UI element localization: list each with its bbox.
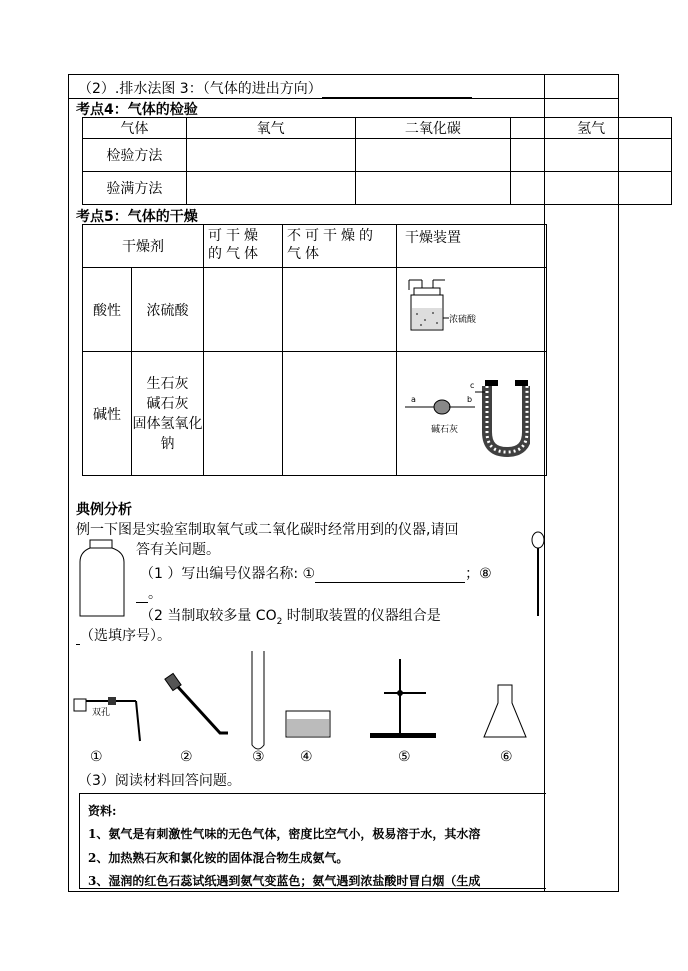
q1: （1 ）写出编号仪器名称: ① ；⑧ <box>140 566 492 582</box>
num-5: ⑤ <box>398 749 411 765</box>
cell-answer[interactable] <box>186 139 355 172</box>
header-gas: 气体 <box>83 118 187 139</box>
frame-bottom <box>68 891 619 892</box>
cell-answer[interactable] <box>511 139 672 172</box>
agent-line: 碱石灰 <box>146 395 189 412</box>
device-wash-bottle <box>397 268 547 352</box>
num-4: ④ <box>300 749 313 765</box>
apparatus-row <box>70 645 544 765</box>
test-tube-icon <box>252 651 264 749</box>
agent-line: 生石灰 <box>146 375 189 392</box>
cell-answer[interactable] <box>355 172 511 205</box>
cell-answer[interactable] <box>204 268 283 352</box>
cell-answer[interactable] <box>283 268 397 352</box>
example-title: 典例分析 <box>76 502 132 518</box>
q2-line2: （选填序号）。 <box>76 625 171 645</box>
u-tube-icon <box>397 352 530 476</box>
letter-a: a <box>411 395 416 404</box>
letter-c: c <box>470 381 475 390</box>
agent-acid: 浓硫酸 <box>132 268 204 352</box>
q2: （2 当制取较多量 $CO_2$ 时制取装置的仪器组合是 <box>140 608 441 627</box>
header-co2: 二氧化碳 <box>355 118 511 139</box>
iron-stand-icon <box>370 659 436 738</box>
cell-answer[interactable] <box>186 172 355 205</box>
num-3: ③ <box>252 749 265 765</box>
q1-end: 。 <box>136 583 162 603</box>
agent-line: 固体氢氧化 <box>132 415 203 432</box>
header-oxygen: 氧气 <box>186 118 355 139</box>
kaodian4-title: 考点4：气体的检验 <box>76 102 198 118</box>
letter-b: b <box>467 395 473 404</box>
kaodian5-title: 考点5：气体的干燥 <box>76 209 198 225</box>
gas-test-table <box>82 117 672 205</box>
example-intro: 例一下图是实验室制取氧气或二氧化碳时经常用到的仪器,请回 <box>76 522 459 538</box>
header-hydrogen: 氢气 <box>511 118 672 139</box>
example-intro-2: 答有关问题。 <box>136 542 220 558</box>
num-6: ⑥ <box>500 749 513 765</box>
device-drying-tube <box>397 352 547 476</box>
header-device: 干燥装置 <box>397 225 547 268</box>
header-not-dryable: 不可干燥的气体 <box>283 225 397 268</box>
drying-table <box>82 224 547 476</box>
u-tube-label: 碱石灰 <box>431 425 459 435</box>
answer-blank[interactable] <box>322 83 472 98</box>
agent-base <box>132 352 204 476</box>
frame-top <box>68 74 619 75</box>
material-line: 2、加热熟石灰和氯化铵的固体混合物生成氨气。 <box>88 851 349 865</box>
bent-tube-icon <box>165 673 228 733</box>
wash-bottle-icon <box>397 268 530 352</box>
cell-answer[interactable] <box>511 172 672 205</box>
num-1: ① <box>90 749 103 765</box>
frame-left <box>68 74 69 892</box>
material-line: 1、氨气是有刺激性气味的无色气体，密度比空气小，极易溶于水，其水溶 <box>88 827 481 841</box>
blank-8[interactable] <box>136 588 148 603</box>
agent-line: 钠 <box>160 435 175 452</box>
type-base: 碱性 <box>83 352 132 476</box>
material-box <box>79 793 546 889</box>
num-2: ② <box>180 749 193 765</box>
material-line: 3、湿润的红色石蕊试纸遇到氨气变蓝色；氨气遇到浓盐酸时冒白烟（生成 <box>88 874 481 888</box>
cell-answer[interactable] <box>355 139 511 172</box>
material-title: 资料: <box>88 804 117 818</box>
water-trough-icon <box>286 711 330 737</box>
paishui-line: （2）.排水法图 3：（气体的进出方向） <box>78 78 472 98</box>
bottle-icon <box>76 538 128 620</box>
blank-1[interactable] <box>315 568 465 583</box>
stopper-tube-icon <box>74 697 140 741</box>
wash-bottle-label: 浓硫酸 <box>449 315 477 325</box>
cell-answer[interactable] <box>204 352 283 476</box>
conical-flask-icon <box>484 685 526 737</box>
type-acid: 酸性 <box>83 268 132 352</box>
q3: （3）阅读材料回答问题。 <box>78 773 241 789</box>
header-dryable: 可干燥的气体 <box>204 225 283 268</box>
cell-answer[interactable] <box>283 352 397 476</box>
dropper-icon <box>528 528 550 618</box>
tube-label: 双孔 <box>92 708 111 718</box>
row-label-full: 验满方法 <box>83 172 187 205</box>
row-label-test: 检验方法 <box>83 139 187 172</box>
header-agent: 干燥剂 <box>83 225 204 268</box>
